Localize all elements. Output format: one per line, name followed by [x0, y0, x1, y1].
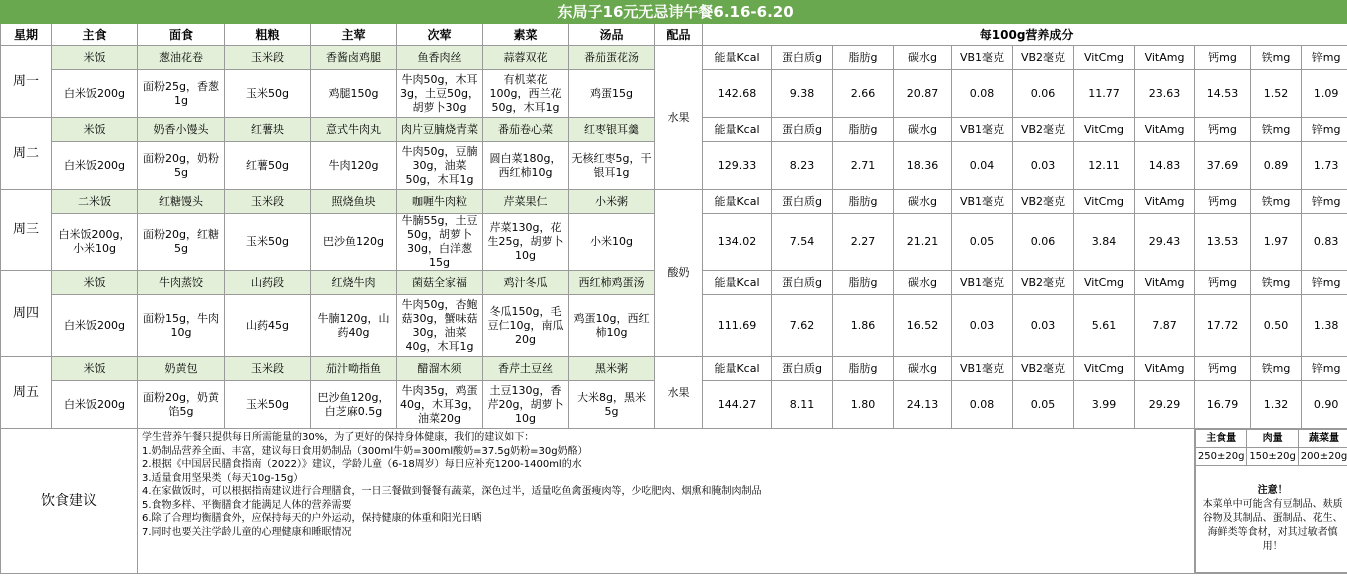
nutrient-label: VitAmg: [1135, 271, 1195, 295]
nutrient-label: 脂肪g: [833, 271, 894, 295]
nutrient-value: 24.13: [894, 381, 952, 429]
dish-ingredients: 玉米50g: [225, 70, 311, 118]
dish-ingredients: 鸡蛋15g: [569, 70, 655, 118]
dish-name: 咖喱牛肉粒: [397, 190, 483, 214]
nutrient-value: 3.84: [1074, 214, 1135, 271]
nutrient-label: 能量Kcal: [703, 118, 772, 142]
dish-ingredients: 有机菜花100g，西兰花50g，木耳1g: [483, 70, 569, 118]
dish-name: 玉米段: [225, 190, 311, 214]
nutrient-value: 11.77: [1074, 70, 1135, 118]
header-main-meat: 主荤: [311, 24, 397, 46]
nutrient-label: 能量Kcal: [703, 357, 772, 381]
header-vegetable: 素菜: [483, 24, 569, 46]
nutrient-value: 21.21: [894, 214, 952, 271]
advice-line: 3.适量食用坚果类（每天10g-15g）: [142, 472, 304, 484]
nutrient-label: VB1毫克: [952, 46, 1013, 70]
nutrient-label: 能量Kcal: [703, 271, 772, 295]
advice-line: 5.食物多样、平衡膳食才能满足人体的营养需要: [142, 499, 352, 511]
nutrient-value: 144.27: [703, 381, 772, 429]
nutrient-label: 脂肪g: [833, 357, 894, 381]
dish-ingredients: 巴沙鱼120g: [311, 214, 397, 271]
nutrient-value: 1.32: [1251, 381, 1302, 429]
header-pastry: 面食: [138, 24, 225, 46]
nutrient-label: 碳水g: [894, 118, 952, 142]
nutrient-value: 5.61: [1074, 295, 1135, 357]
dish-name: 香酱卤鸡腿: [311, 46, 397, 70]
nutrient-value: 0.08: [952, 381, 1013, 429]
nutrient-value: 37.69: [1195, 142, 1251, 190]
nutrient-label: 钙mg: [1195, 190, 1251, 214]
dish-ingredients: 面粉15g，牛肉10g: [138, 295, 225, 357]
nutrient-value: 0.03: [1013, 142, 1074, 190]
nutrient-label: VitCmg: [1074, 271, 1135, 295]
nutrient-label: 钙mg: [1195, 271, 1251, 295]
nutrient-label: 脂肪g: [833, 46, 894, 70]
nutrient-value: 1.09: [1302, 70, 1347, 118]
dish-name: 红烧牛肉: [311, 271, 397, 295]
weekday-cell: 周二: [1, 118, 52, 190]
dish-ingredients: 大米8g，黑米5g: [569, 381, 655, 429]
advice-line: 学生营养午餐只提供每日所需能量的30%，为了更好的保持身体健康，我们的建议如下：: [142, 432, 535, 443]
dish-ingredients: 白米饭200g: [52, 70, 138, 118]
dish-ingredients: 牛肉35g，鸡蛋40g，木耳3g，油菜20g: [397, 381, 483, 429]
nutrient-label: VB2毫克: [1013, 190, 1074, 214]
nutrient-value: 16.52: [894, 295, 952, 357]
dish-name: 米饭: [52, 118, 138, 142]
dish-ingredients: 鸡蛋10g，西红柿10g: [569, 295, 655, 357]
nutrient-value: 9.38: [772, 70, 833, 118]
menu-title: 东局子16元无忌讳午餐6.16-6.20: [1, 1, 1347, 24]
dish-name: 西红柿鸡蛋汤: [569, 271, 655, 295]
dish-name: 鱼香肉丝: [397, 46, 483, 70]
nutrient-value: 134.02: [703, 214, 772, 271]
portion-header: 蔬菜量: [1298, 430, 1347, 448]
dish-name: 香芹土豆丝: [483, 357, 569, 381]
nutrient-value: 14.83: [1135, 142, 1195, 190]
nutrient-value: 13.53: [1195, 214, 1251, 271]
nutrient-value: 16.79: [1195, 381, 1251, 429]
nutrient-value: 12.11: [1074, 142, 1135, 190]
portion-value: 150±20g: [1247, 448, 1298, 466]
nutrient-value: 0.06: [1013, 214, 1074, 271]
dish-ingredients: 小米10g: [569, 214, 655, 271]
dish-ingredients: 面粉25g，香葱1g: [138, 70, 225, 118]
dish-ingredients: 牛腩55g，土豆50g，胡萝卜30g，白洋葱15g: [397, 214, 483, 271]
portion-panel: [1195, 429, 1347, 574]
dish-name: 蒜蓉双花: [483, 46, 569, 70]
advice-line: 4.在家做饭时，可以根据指南建议进行合理膳食，一日三餐做到餐餐有蔬菜，深色过半，适量吃鱼禽蛋瘦肉等，少吃肥肉、烟熏和腌制肉制品: [142, 486, 762, 497]
nutrient-value: 0.03: [1013, 295, 1074, 357]
header-side: 配品: [655, 24, 703, 46]
advice-line: 7.同时也要关注学龄儿童的心理健康和睡眠情况: [142, 526, 352, 538]
weekday-cell: 周四: [1, 271, 52, 357]
advice-title: 饮食建议: [1, 429, 138, 574]
dish-name: 意式牛肉丸: [311, 118, 397, 142]
dish-name: 红枣银耳羹: [569, 118, 655, 142]
nutrient-label: 蛋白质g: [772, 271, 833, 295]
nutrient-value: 0.03: [952, 295, 1013, 357]
nutrient-value: 14.53: [1195, 70, 1251, 118]
side-item: 水果: [655, 357, 703, 429]
nutrient-value: 2.71: [833, 142, 894, 190]
nutrient-label: 铁mg: [1251, 357, 1302, 381]
nutrient-label: 蛋白质g: [772, 357, 833, 381]
dish-ingredients: 牛腩120g，山药40g: [311, 295, 397, 357]
nutrient-label: VitAmg: [1135, 357, 1195, 381]
side-item: 酸奶: [655, 190, 703, 357]
dish-ingredients: 芹菜130g，花生25g，胡萝卜10g: [483, 214, 569, 271]
dish-name: 芹菜果仁: [483, 190, 569, 214]
dish-name: 菌菇全家福: [397, 271, 483, 295]
dish-ingredients: 牛肉50g，豆腩30g，油菜50g，木耳1g: [397, 142, 483, 190]
dish-name: 照烧鱼块: [311, 190, 397, 214]
dish-name: 玉米段: [225, 357, 311, 381]
dish-ingredients: 鸡腿150g: [311, 70, 397, 118]
advice-line: 6.除了合理均衡膳食外，应保持每天的户外运动，保持健康的体重和阳光日晒: [142, 513, 482, 524]
nutrient-value: 1.73: [1302, 142, 1347, 190]
dish-name: 黑米粥: [569, 357, 655, 381]
dish-name: 茄汁呦指鱼: [311, 357, 397, 381]
nutrient-label: 铁mg: [1251, 46, 1302, 70]
nutrient-label: VB2毫克: [1013, 46, 1074, 70]
nutrient-label: VB1毫克: [952, 357, 1013, 381]
nutrient-label: 脂肪g: [833, 118, 894, 142]
header-staple: 主食: [52, 24, 138, 46]
header-secondary-meat: 次荤: [397, 24, 483, 46]
nutrient-label: 能量Kcal: [703, 190, 772, 214]
nutrient-label: VitAmg: [1135, 190, 1195, 214]
header-weekday: 星期: [1, 24, 52, 46]
nutrient-label: 铁mg: [1251, 271, 1302, 295]
nutrient-label: 蛋白质g: [772, 46, 833, 70]
dish-name: 二米饭: [52, 190, 138, 214]
nutrient-label: 锌mg: [1302, 271, 1347, 295]
dish-name: 米饭: [52, 46, 138, 70]
portion-header: 肉量: [1247, 430, 1298, 448]
dish-name: 玉米段: [225, 46, 311, 70]
nutrient-value: 7.54: [772, 214, 833, 271]
nutrient-value: 1.97: [1251, 214, 1302, 271]
allergy-note-text: 本菜单中可能含有豆制品、麸质谷物及其制品、蛋制品、花生、海鲜类等食材，对其过敏者慎用！: [1202, 499, 1343, 552]
nutrient-label: VitAmg: [1135, 46, 1195, 70]
nutrient-label: 脂肪g: [833, 190, 894, 214]
dish-name: 红薯块: [225, 118, 311, 142]
nutrient-value: 3.99: [1074, 381, 1135, 429]
nutrient-label: 铁mg: [1251, 190, 1302, 214]
nutrient-label: 碳水g: [894, 271, 952, 295]
dish-ingredients: 山药45g: [225, 295, 311, 357]
dish-name: 山药段: [225, 271, 311, 295]
nutrient-label: VB1毫克: [952, 190, 1013, 214]
nutrient-value: 2.27: [833, 214, 894, 271]
nutrient-value: 0.06: [1013, 70, 1074, 118]
advice-line: 2.根据《中国居民膳食指南（2022）》建议，学龄儿童（6-18周岁）每日应补充1200-1400ml的水: [142, 459, 582, 470]
nutrient-value: 0.83: [1302, 214, 1347, 271]
nutrient-label: 钙mg: [1195, 357, 1251, 381]
nutrient-value: 1.38: [1302, 295, 1347, 357]
nutrient-value: 7.62: [772, 295, 833, 357]
nutrient-value: 0.50: [1251, 295, 1302, 357]
nutrient-label: 锌mg: [1302, 190, 1347, 214]
nutrient-value: 7.87: [1135, 295, 1195, 357]
weekday-cell: 周三: [1, 190, 52, 271]
dish-name: 醋溜木须: [397, 357, 483, 381]
dish-ingredients: 玉米50g: [225, 381, 311, 429]
nutrient-label: VitCmg: [1074, 118, 1135, 142]
portion-table: [1195, 429, 1347, 573]
nutrient-value: 29.29: [1135, 381, 1195, 429]
dish-ingredients: 白米饭200g: [52, 381, 138, 429]
nutrient-value: 23.63: [1135, 70, 1195, 118]
dish-ingredients: 面粉20g，奶黄馅5g: [138, 381, 225, 429]
nutrient-value: 0.90: [1302, 381, 1347, 429]
dish-name: 米饭: [52, 357, 138, 381]
nutrient-value: 18.36: [894, 142, 952, 190]
header-coarse: 粗粮: [225, 24, 311, 46]
dish-ingredients: 牛肉50g，杏鲍菇30g，蟹味菇30g，油菜40g，木耳1g: [397, 295, 483, 357]
nutrient-label: VitCmg: [1074, 46, 1135, 70]
header-soup: 汤品: [569, 24, 655, 46]
dish-ingredients: 面粉20g，红糖5g: [138, 214, 225, 271]
nutrient-label: 钙mg: [1195, 118, 1251, 142]
dish-name: 牛肉蒸饺: [138, 271, 225, 295]
advice-text: [138, 429, 1195, 574]
nutrient-value: 0.08: [952, 70, 1013, 118]
dish-name: 奶黄包: [138, 357, 225, 381]
nutrient-label: 碳水g: [894, 357, 952, 381]
nutrient-value: 29.43: [1135, 214, 1195, 271]
dish-name: 鸡汁冬瓜: [483, 271, 569, 295]
allergy-note: [1196, 466, 1347, 573]
nutrient-label: VitAmg: [1135, 118, 1195, 142]
dish-ingredients: 白米饭200g，小米10g: [52, 214, 138, 271]
header-nutrition: 每100g营养成分: [703, 24, 1347, 46]
nutrient-value: 20.87: [894, 70, 952, 118]
dish-name: 小米粥: [569, 190, 655, 214]
dish-ingredients: 无核红枣5g，干银耳1g: [569, 142, 655, 190]
nutrient-value: 0.89: [1251, 142, 1302, 190]
dish-ingredients: 白米饭200g: [52, 142, 138, 190]
nutrient-value: 2.66: [833, 70, 894, 118]
nutrient-value: 0.05: [1013, 381, 1074, 429]
nutrient-value: 1.52: [1251, 70, 1302, 118]
nutrient-value: 1.86: [833, 295, 894, 357]
dish-ingredients: 冬瓜150g，毛豆仁10g，南瓜20g: [483, 295, 569, 357]
nutrient-label: VitCmg: [1074, 190, 1135, 214]
portion-header: 主食量: [1196, 430, 1247, 448]
nutrient-label: VB1毫克: [952, 271, 1013, 295]
nutrient-value: 0.04: [952, 142, 1013, 190]
allergy-note-title: 注意！: [1257, 485, 1288, 496]
dish-ingredients: 白米饭200g: [52, 295, 138, 357]
nutrient-value: 8.11: [772, 381, 833, 429]
nutrient-label: 锌mg: [1302, 357, 1347, 381]
dish-ingredients: 圆白菜180g，西红柿10g: [483, 142, 569, 190]
nutrient-value: 129.33: [703, 142, 772, 190]
dish-name: 番茄卷心菜: [483, 118, 569, 142]
nutrient-value: 111.69: [703, 295, 772, 357]
dish-ingredients: 玉米50g: [225, 214, 311, 271]
nutrient-value: 17.72: [1195, 295, 1251, 357]
nutrient-label: VB2毫克: [1013, 271, 1074, 295]
advice-line: 1.奶制品营养全面、丰富，建议每日食用奶制品（300ml牛奶=300ml酸奶=37.5g奶粉=30g奶酪）: [142, 445, 588, 457]
nutrient-label: 锌mg: [1302, 46, 1347, 70]
nutrient-label: 碳水g: [894, 190, 952, 214]
dish-name: 肉片豆腩烧青菜: [397, 118, 483, 142]
nutrient-label: 锌mg: [1302, 118, 1347, 142]
side-item: 水果: [655, 46, 703, 190]
nutrient-label: 蛋白质g: [772, 190, 833, 214]
nutrient-label: 蛋白质g: [772, 118, 833, 142]
nutrient-label: VitCmg: [1074, 357, 1135, 381]
nutrient-label: VB2毫克: [1013, 118, 1074, 142]
dish-name: 奶香小馒头: [138, 118, 225, 142]
dish-ingredients: 巴沙鱼120g，白芝麻0.5g: [311, 381, 397, 429]
nutrient-value: 8.23: [772, 142, 833, 190]
portion-value: 250±20g: [1196, 448, 1247, 466]
nutrient-value: 1.80: [833, 381, 894, 429]
nutrient-label: VB1毫克: [952, 118, 1013, 142]
nutrient-label: 钙mg: [1195, 46, 1251, 70]
portion-value: 200±20g: [1298, 448, 1347, 466]
dish-ingredients: 面粉20g，奶粉5g: [138, 142, 225, 190]
dish-ingredients: 牛肉50g，木耳3g，土豆50g，胡萝卜30g: [397, 70, 483, 118]
weekday-cell: 周五: [1, 357, 52, 429]
nutrient-label: 能量Kcal: [703, 46, 772, 70]
dish-name: 番茄蛋花汤: [569, 46, 655, 70]
nutrient-label: 铁mg: [1251, 118, 1302, 142]
dish-ingredients: 红薯50g: [225, 142, 311, 190]
weekday-cell: 周一: [1, 46, 52, 118]
dish-name: 米饭: [52, 271, 138, 295]
nutrient-value: 0.05: [952, 214, 1013, 271]
dish-ingredients: 土豆130g，香芹20g，胡萝卜10g: [483, 381, 569, 429]
dish-name: 葱油花卷: [138, 46, 225, 70]
dish-name: 红糖馒头: [138, 190, 225, 214]
nutrient-value: 142.68: [703, 70, 772, 118]
nutrient-label: VB2毫克: [1013, 357, 1074, 381]
nutrient-label: 碳水g: [894, 46, 952, 70]
dish-ingredients: 牛肉120g: [311, 142, 397, 190]
